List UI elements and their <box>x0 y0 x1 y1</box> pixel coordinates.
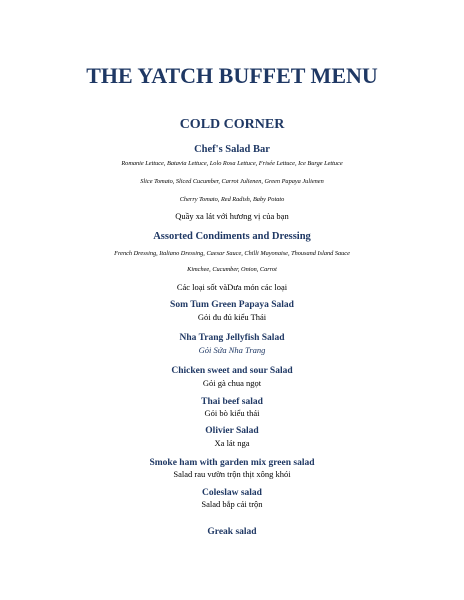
condiments-heading: Assorted Condiments and Dressing <box>153 231 311 242</box>
salad-bar-line-2: Slice Tomato, Sliced Cucumber, Carrot Julienen, Green Papaya Julienen <box>140 178 324 185</box>
dish-name: Chicken sweet and sour Salad <box>171 366 293 376</box>
dish-name: Olivier Salad <box>205 426 259 436</box>
condiments-vn: Các loại sốt vàDưa món các loại <box>176 282 288 292</box>
dish-vn-name: Gỏi đu đủ kiểu Thái <box>197 312 267 322</box>
dish-vn-name: Salad bắp cải trộn <box>201 499 263 509</box>
dish-name: Thai beef salad <box>201 397 263 407</box>
dish-name: Greak salad <box>207 527 257 537</box>
dish-vn-name: Salad rau vườn trộn thịt xông khói <box>173 469 291 479</box>
condiments-line-1: French Dressing, Italiano Dressing, Caesar Sauce, Chilli Mayonaise, Thousand Island Sauce <box>114 250 350 257</box>
salad-bar-line-1: Romanie Lettuce, Batavia Lettuce, Lolo Rosa Lettuce, Frisée Lettuce, Ice Burge Lettuce <box>121 160 343 167</box>
dish-vn-name: Gỏi Sứa Nha Trang <box>198 345 266 355</box>
dish-name: Smoke ham with garden mix green salad <box>149 458 315 468</box>
condiments-line-2: Kimchee, Cucumber, Onion, Carrot <box>187 266 277 273</box>
salad-bar-heading: Chef's Salad Bar <box>194 144 270 155</box>
dish-vn-name: Gỏi bò kiểu thái <box>204 408 260 418</box>
dish-vn-name: Gỏi gà chua ngọt <box>202 378 262 388</box>
dish-name: Nha Trang Jellyfish Salad <box>179 333 285 343</box>
salad-bar-line-3: Cherry Tomato, Red Radish, Baby Potato <box>179 196 285 203</box>
section-heading-cold-corner: COLD CORNER <box>179 117 285 132</box>
dish-name: Coleslaw salad <box>202 488 262 498</box>
menu-title: THE YATCH BUFFET MENU <box>86 63 378 88</box>
salad-bar-vn: Quầy xa lát với hương vị của bạn <box>175 211 289 221</box>
dish-name: Som Tum Green Papaya Salad <box>170 300 294 310</box>
dish-vn-name: Xa lát nga <box>214 438 250 448</box>
